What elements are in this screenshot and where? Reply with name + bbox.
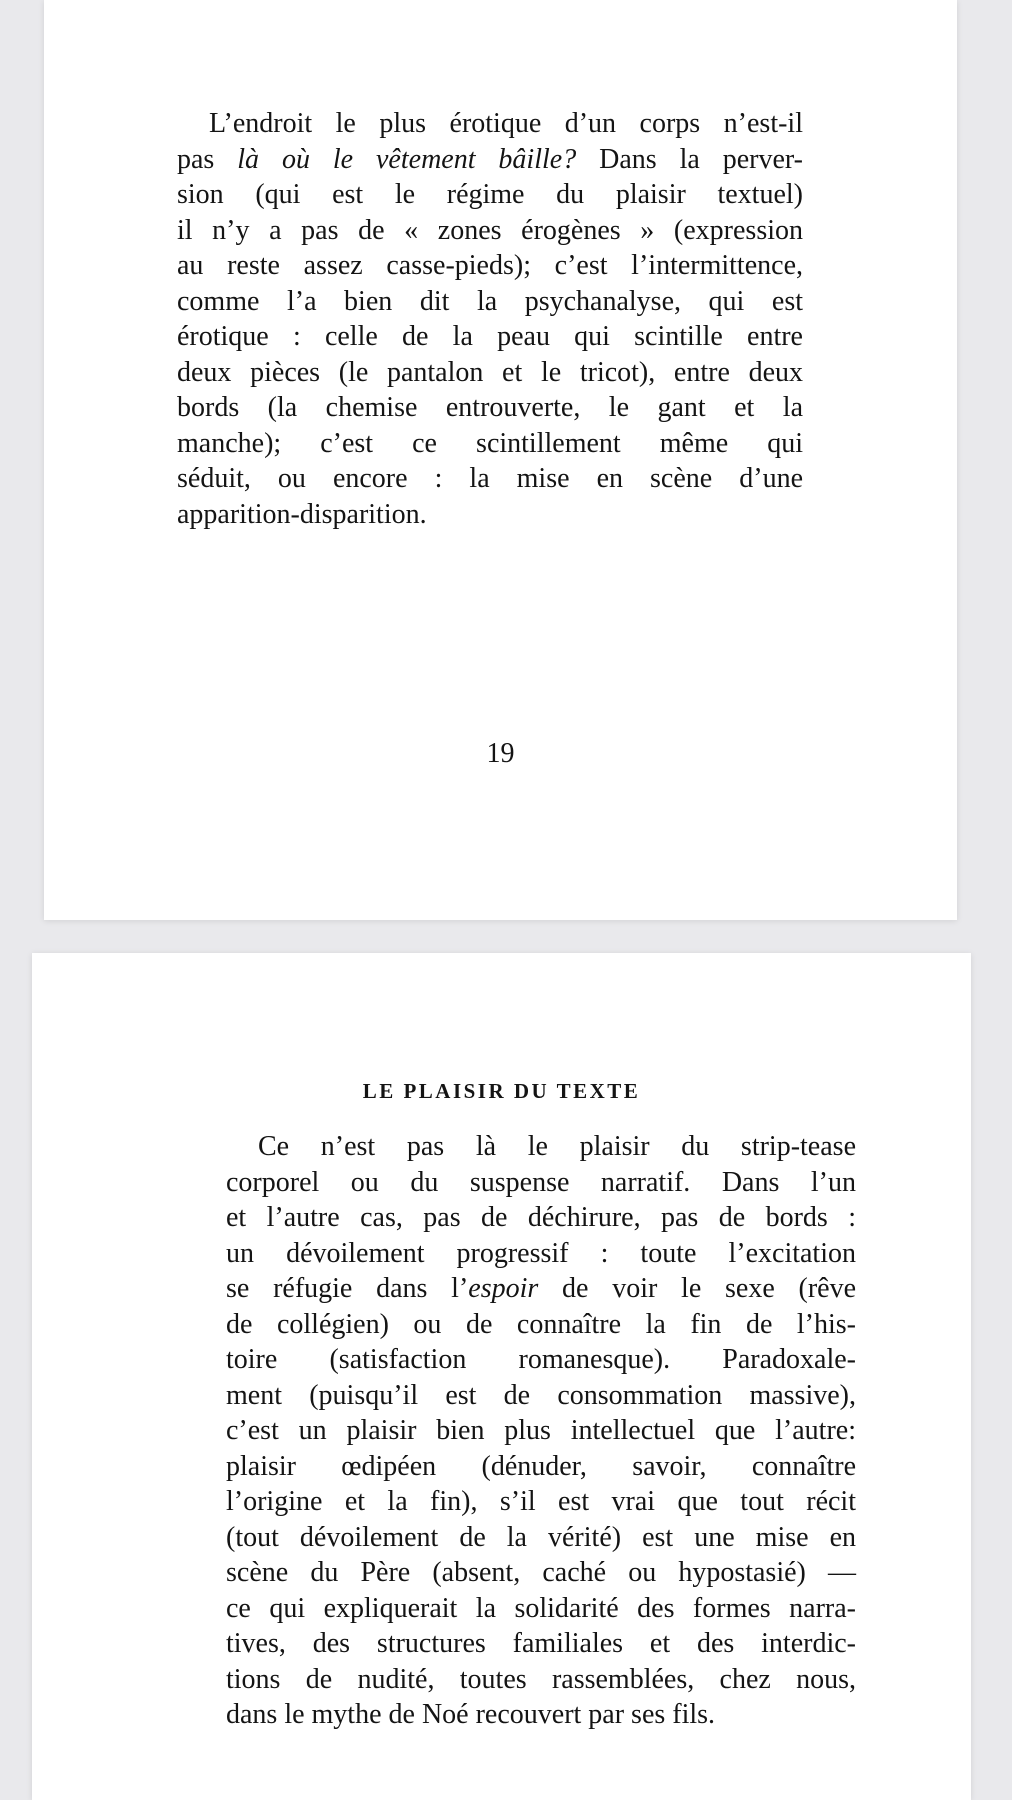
running-head: LE PLAISIR DU TEXTE <box>362 1079 641 1103</box>
text-segment: ment (puisqu’il est de consommation massive), <box>226 1379 856 1411</box>
text-line <box>226 1520 856 1556</box>
text-segment: Ce n’est pas là le plaisir du strip-tease <box>258 1131 856 1162</box>
text-line <box>177 142 803 178</box>
text-line <box>226 1413 856 1449</box>
text-segment: se réfugie dans l’ <box>226 1273 469 1304</box>
text-segment: tions de nudité, toutes rassemblées, chez nous, <box>226 1663 856 1695</box>
text-line <box>177 497 803 533</box>
text-line <box>177 390 803 426</box>
text-line <box>226 1200 856 1236</box>
text-segment: (tout dévoilement de la vérité) est une mise en <box>226 1521 856 1553</box>
text-line <box>226 1555 856 1591</box>
text-line <box>226 1662 856 1698</box>
text-segment: ce qui expliquerait la solidarité des formes narra- <box>226 1592 856 1624</box>
text-line <box>226 1626 856 1662</box>
text-line <box>177 319 803 355</box>
text-segment: corporel ou du suspense narratif. Dans l’un <box>226 1166 856 1198</box>
text-segment: Dans la perver- <box>576 143 803 175</box>
text-line <box>177 177 803 213</box>
italic-phrase: espoir <box>468 1273 539 1304</box>
italic-phrase: là où le vêtement bâille? <box>237 143 577 175</box>
text-line <box>226 1129 856 1165</box>
text-segment: apparition-disparition. <box>177 498 427 530</box>
text-segment: toire (satisfaction romanesque). Paradoxale- <box>226 1344 856 1375</box>
text-line <box>177 248 803 284</box>
book-page-19 <box>44 0 957 920</box>
text-line <box>226 1378 856 1414</box>
page-number: 19 <box>486 738 515 769</box>
text-line <box>177 426 803 462</box>
text-segment: dans le mythe de Noé recouvert par ses fils. <box>226 1699 716 1730</box>
text-segment: érotique : celle de la peau qui scintille entre <box>177 321 803 352</box>
text-line <box>177 106 803 142</box>
text-line <box>226 1307 856 1343</box>
text-line <box>177 284 803 320</box>
text-segment: manche); c’est ce scintillement même qui <box>177 427 803 459</box>
paragraph-body <box>177 106 803 532</box>
text-segment: un dévoilement progressif : toute l’excitation <box>226 1237 856 1269</box>
paragraph-body <box>226 1129 856 1733</box>
text-segment: L’endroit le plus érotique d’un corps n’est-il <box>209 108 803 139</box>
text-segment: pas <box>177 143 238 175</box>
text-line <box>226 1591 856 1627</box>
text-segment: tives, des structures familiales et des interdic- <box>226 1628 856 1659</box>
text-segment: bords (la chemise entrouverte, le gant et la <box>177 392 803 423</box>
text-segment: de collégien) ou de connaître la fin de l’his- <box>226 1308 856 1340</box>
text-segment: plaisir œdipéen (dénuder, savoir, connaître <box>226 1450 856 1482</box>
text-line <box>177 461 803 497</box>
text-segment: scène du Père (absent, caché ou hypostasié) — <box>226 1557 856 1588</box>
text-line <box>226 1342 856 1378</box>
text-segment: au reste assez casse-pieds); c’est l’intermittence, <box>177 250 803 281</box>
text-line <box>226 1236 856 1272</box>
text-segment: de voir le sexe (rêve <box>538 1273 856 1304</box>
text-line <box>226 1484 856 1520</box>
text-line <box>177 355 803 391</box>
book-page-20 <box>32 953 971 1800</box>
text-line <box>226 1271 856 1307</box>
text-segment: l’origine et la fin), s’il est vrai que tout récit <box>226 1486 856 1517</box>
text-segment: comme l’a bien dit la psychanalyse, qui est <box>177 285 803 317</box>
text-segment: c’est un plaisir bien plus intellectuel que l’autre: <box>226 1415 856 1446</box>
text-line <box>226 1697 856 1733</box>
text-line <box>226 1449 856 1485</box>
text-segment: deux pièces (le pantalon et le tricot), entre deux <box>177 356 803 388</box>
text-line <box>177 213 803 249</box>
text-segment: il n’y a pas de « zones érogènes » (expression <box>177 214 803 246</box>
text-segment: séduit, ou encore : la mise en scène d’une <box>177 463 803 494</box>
text-segment: et l’autre cas, pas de déchirure, pas de bords : <box>226 1202 856 1233</box>
text-line <box>226 1165 856 1201</box>
text-segment: sion (qui est le régime du plaisir textuel) <box>177 179 803 210</box>
